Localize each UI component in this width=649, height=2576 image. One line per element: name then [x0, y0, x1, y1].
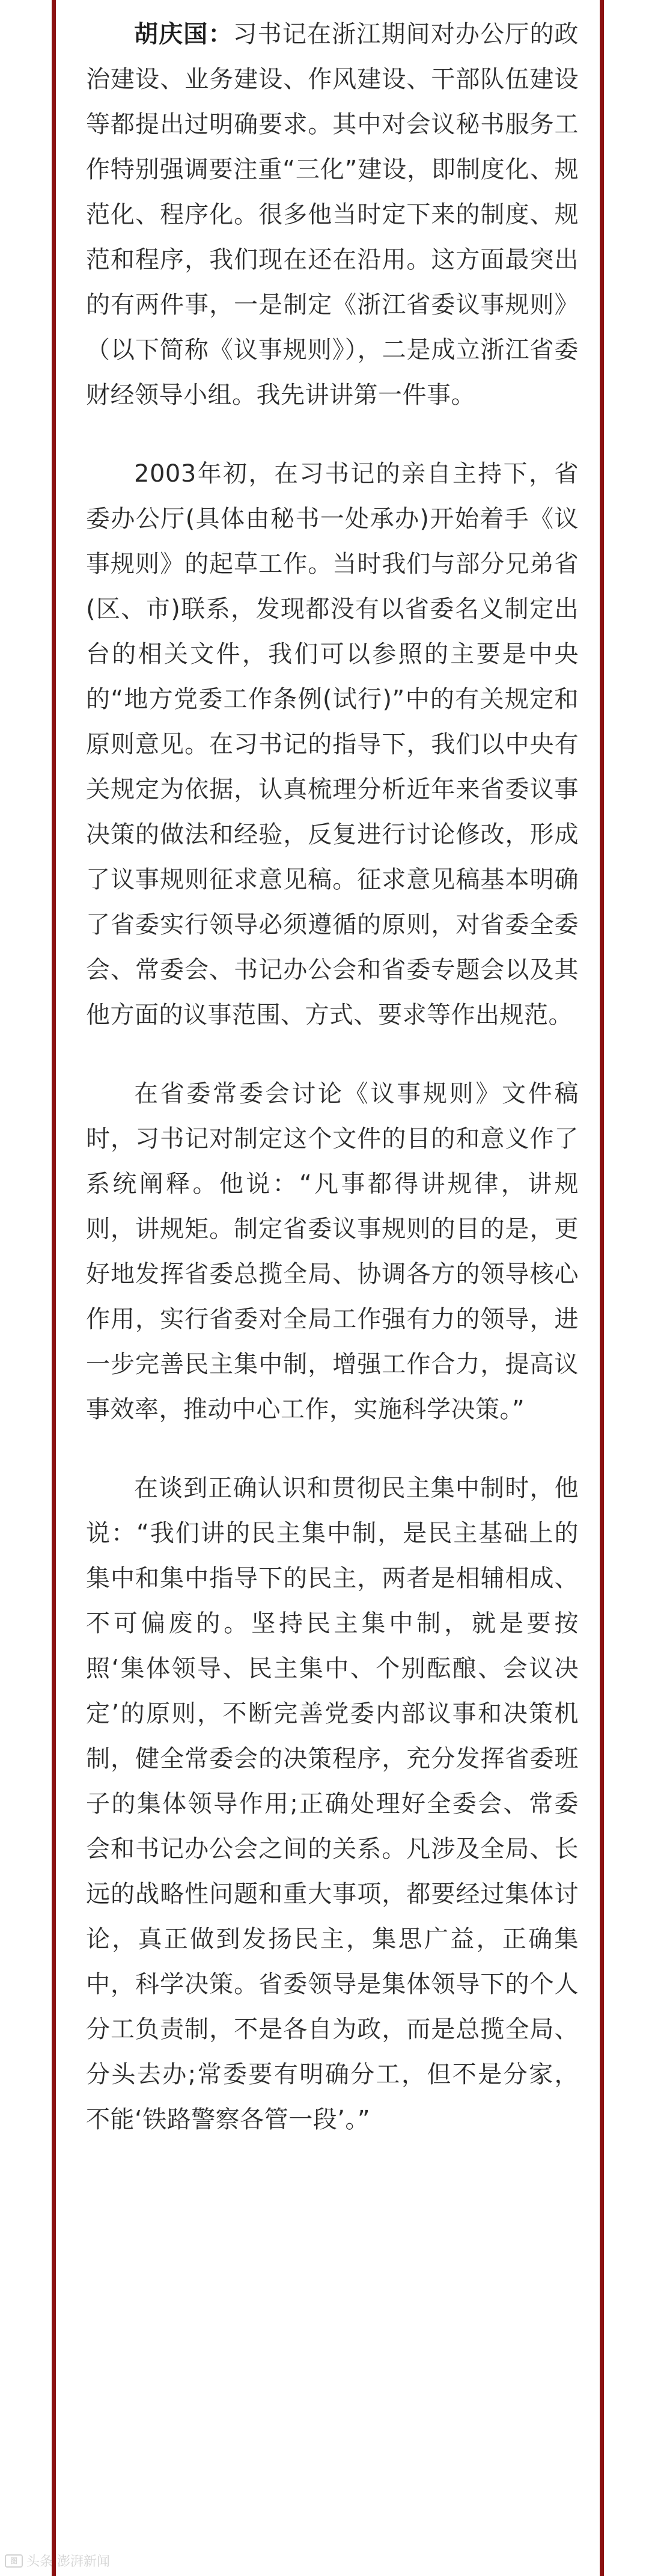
paragraph-3: 在省委常委会讨论《议事规则》文件稿时，习书记对制定这个文件的目的和意义作了系统阐释。他说：“凡事都得讲规律，讲规则，讲规矩。制定省委议事规则的目的是，更好地发挥省委总揽全局、协调各方的领导核心作用，实行省委对全局工作强有力的领导，进一步完善民主集中制，增强工作合力，提高议事效率，推动中心工作，实施科学决策。”	[86, 1080, 579, 1423]
paragraph-2: 2003年初，在习书记的亲自主持下，省委办公厅(具体由秘书一处承办)开始着手《议事规则》的起草工作。当时我们与部分兄弟省(区、市)联系，发现都没有以省委名义制定出台的相关文件，我们可以参照的主要是中央的“地方党委工作条例(试行)”中的有关规定和原则意见。在习书记的指导下，我们以中央有关规定为依据，认真梳理分析近年来省委议事决策的做法和经验，反复进行讨论修改，形成了议事规则征求意见稿。征求意见稿基本明确了省委实行领导必须遵循的原则，对省委全委会、常委会、书记办公会和省委专题会以及其他方面的议事范围、方式、要求等作出规范。	[86, 460, 579, 1029]
source-watermark	[5, 2551, 110, 2570]
article-body	[86, 12, 579, 2176]
speaker-name: 胡庆国：	[134, 20, 233, 48]
paragraph-1-text: 习书记在浙江期间对办公厅的政治建设、业务建设、作风建设、干部队伍建设等都提出过明确要求。其中对会议秘书服务工作特别强调要注重“三化”建设，即制度化、规范化、程序化。很多他当时定下来的制度、规范和程序，我们现在还在沿用。这方面最突出的有两件事，一是制定《浙江省委议事规则》（以下简称《议事规则》），二是成立浙江省委财经领导小组。我先讲讲第一件事。	[86, 20, 579, 409]
right-border-line	[600, 0, 604, 2576]
media-logo-icon: 图	[5, 2554, 23, 2568]
paragraph-4: 在谈到正确认识和贯彻民主集中制时，他说：“我们讲的民主集中制，是民主基础上的集中和集中指导下的民主，两者是相辅相成、不可偏废的。坚持民主集中制，就是要按照‘集体领导、民主集中、个别酝酿、会议决定’的原则，不断完善党委内部议事和决策机制，健全常委会的决策程序，充分发挥省委班子的集体领导作用;正确处理好全委会、常委会和书记办公会之间的关系。凡涉及全局、长远的战略性问题和重大事项，都要经过集体讨论，真正做到发扬民主，集思广益，正确集中，科学决策。省委领导是集体领导下的个人分工负责制，不是各自为政，而是总揽全局、分头去办;常委要有明确分工，但不是分家，不能‘铁路警察各管一段’。”	[86, 1474, 579, 2133]
paragraph-1	[86, 12, 579, 418]
watermark-text: 头条 澎湃新闻	[26, 2554, 110, 2569]
left-border-line	[52, 0, 56, 2576]
